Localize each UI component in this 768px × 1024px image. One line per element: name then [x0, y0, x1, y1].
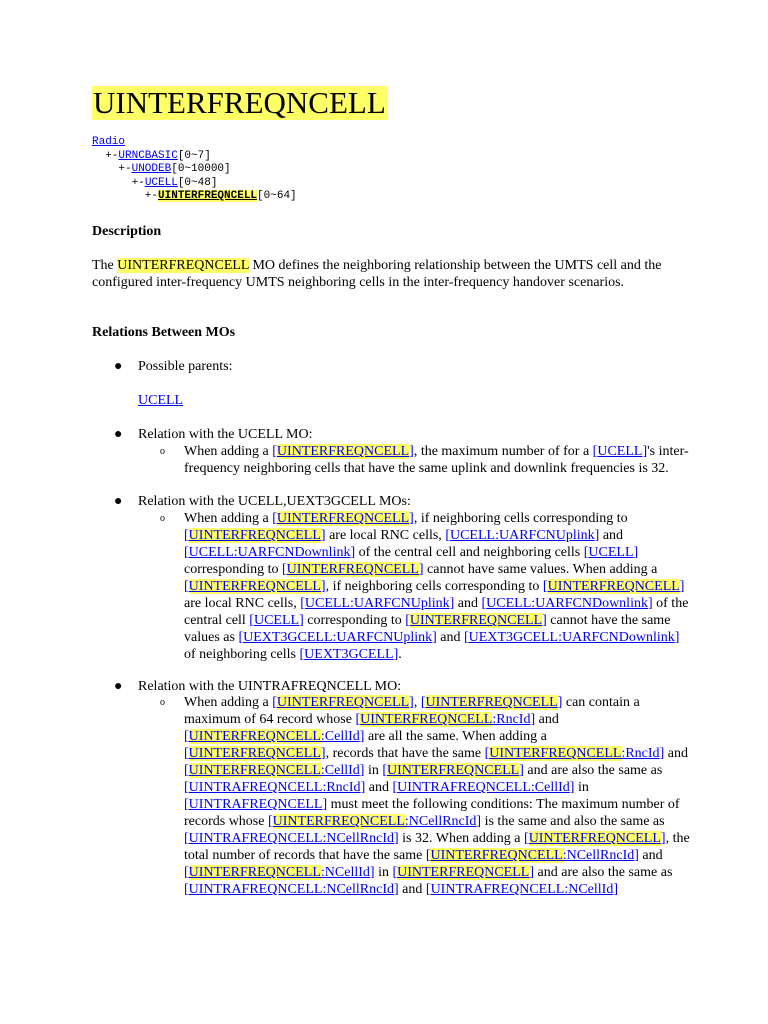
bracket: [ — [238, 630, 244, 645]
link-text: UINTRAFREQNCELL:NCellRncId — [188, 831, 394, 846]
link-text: UCELL:UARFCNDownlink — [486, 596, 648, 611]
bracket: ] — [679, 579, 685, 594]
relation-ucell-uext3gcell-label: Relation with the UCELL,UEXT3GCELL MOs: — [138, 494, 411, 509]
relations-heading: Relations Between MOs — [92, 325, 236, 340]
link-uintrafreqncell[interactable] — [184, 797, 327, 812]
text: of the central cell and neighboring cells — [355, 545, 581, 560]
link-uintrafreqncell-ncellrncid[interactable] — [184, 882, 399, 897]
relation-ucell-text — [184, 443, 694, 477]
bracket: [ — [484, 746, 490, 761]
bracket: [ — [281, 562, 287, 577]
bracket: ] — [569, 780, 575, 795]
link-uintrafreqncell-cellid[interactable] — [392, 780, 574, 795]
mo-highlight: UINTERFREQNCELL — [188, 746, 321, 761]
link-uinterfreqncell-rncid[interactable] — [485, 746, 665, 761]
mo-highlight: UINTERFREQNCELL — [272, 814, 405, 829]
text: cannot have the same values as — [184, 613, 671, 645]
bracket: ] — [369, 865, 375, 880]
bracket: [ — [299, 647, 305, 662]
parent-link-item — [138, 392, 183, 409]
mo-highlight: UINTERFREQNCELL — [188, 528, 321, 543]
text: of neighboring cells — [184, 647, 300, 662]
text: . — [398, 647, 402, 662]
bracket: [ — [184, 528, 189, 543]
text: and — [398, 882, 426, 897]
link-text: UCELL — [588, 545, 634, 560]
bracket: ] — [409, 444, 414, 459]
link-ucell[interactable] — [249, 613, 303, 628]
bracket: ] — [322, 797, 328, 812]
link-text: :RncId — [621, 746, 660, 761]
text: in — [364, 763, 379, 778]
bracket: [ — [405, 613, 410, 628]
bracket: [ — [392, 865, 398, 880]
link-uinterfreqncell-cellid[interactable] — [184, 763, 364, 778]
text: When adding a — [184, 695, 273, 710]
tree-prefix: +- — [92, 190, 159, 202]
text: When adding a — [184, 444, 273, 459]
link-uinterfreqncell[interactable] — [405, 613, 547, 628]
link-text: UCELL:UARFCNUplink — [449, 528, 595, 543]
link-text: UEXT3GCELL — [304, 647, 394, 662]
bracket: [ — [382, 763, 388, 778]
text: , records that have the same — [325, 746, 485, 761]
bracket: ] — [418, 562, 424, 577]
mo-highlight: UINTERFREQNCELL — [409, 613, 543, 628]
tree-range: [0~48] — [177, 176, 218, 189]
link-ucell-uarfcnuplink[interactable] — [300, 596, 454, 611]
bracket: [ — [355, 712, 361, 727]
tree-link-unodeb[interactable]: UNODEB — [131, 163, 172, 175]
tree-prefix: +- — [92, 149, 119, 162]
link-text: UEXT3GCELL:UARFCNUplink — [243, 630, 433, 645]
bracket: ] — [476, 814, 482, 829]
text: can contain a maximum of 64 record whose — [184, 695, 640, 727]
bracket: ] — [394, 831, 399, 846]
text: MO defines the neighboring relationship between the UMTS cell and the configured inter-frequency UMTS neighboring cells in the inter-frequency handover scenarios. — [92, 258, 662, 290]
bullet-dot: ● — [114, 427, 123, 442]
link-ucell-uarfcndownlink[interactable] — [482, 596, 653, 611]
bracket: [ — [464, 630, 469, 645]
link-text: UINTRAFREQNCELL — [188, 797, 323, 812]
link-text: UINTRAFREQNCELL:CellId — [397, 780, 570, 795]
bracket: [ — [272, 444, 277, 459]
bracket: ] — [613, 882, 618, 897]
bullet-dot: ● — [114, 679, 123, 694]
bracket: [ — [425, 882, 431, 897]
bracket: ] — [529, 865, 535, 880]
bracket: [ — [592, 444, 598, 459]
bracket: ] — [519, 763, 524, 778]
text: are local RNC cells, — [184, 596, 301, 611]
link-text: :NCellRncId — [562, 848, 635, 863]
text: and are also the same as — [523, 763, 663, 778]
tree-link-radio[interactable]: Radio — [92, 136, 126, 148]
bracket: [ — [267, 814, 273, 829]
link-text: :RncId — [492, 712, 531, 727]
text: , if neighboring cells corresponding to — [413, 511, 628, 526]
link-uext3gcell-uarfcnuplink[interactable] — [238, 630, 436, 645]
mo-highlight: UINTERFREQNCELL — [425, 695, 558, 710]
link-uext3gcell-uarfcndownlink[interactable] — [464, 630, 679, 645]
link-ucell-uarfcndownlink[interactable] — [184, 545, 355, 560]
text: , if neighboring cells corresponding to — [325, 579, 540, 594]
bracket: ] — [320, 528, 326, 543]
link-uinterfreqncell[interactable] — [272, 695, 414, 710]
text: cannot have same values. — [423, 562, 570, 577]
bullet-dot: ● — [114, 359, 123, 374]
parent-link-ucell[interactable]: UCELL — [138, 393, 184, 408]
relation-uintrafreqncell-text: When adding a [UINTERFREQNCELL], [UINTERFREQNCELL] can contain a maximum of 64 record whose [UINTERFREQNCELL:RncId] and [UINTERFREQNCELL:CellId] are all the same. When adding a [UINTERFREQNCELL], records that have the same [UINTERFREQNCELL:RncId] and [UINTERFREQNCELL:CellId] in [UINTERFREQNCELL] and are also the same as [UINTRAFREQNCELL:RncId] and [UINTRAFREQNCELL:CellId] in [UINTRAFREQNCELL] must meet the following conditions: The maximum number of records whose [UINTERFREQNCELL:NCellRncId] is the same and also the same as [UINTRAFREQNCELL:NCellRncId] is 32. When adding a [UINTERFREQNCELL], the total number of records that have the same [UINTERFREQNCELL:NCellRncId] and [UINTERFREQNCELL:NCellId] in [UINTERFREQNCELL] and are also the same as [UINTRAFREQNCELL:NCellRncId] and [UINTRAFREQNCELL:NCellId] — [184, 695, 690, 897]
link-text: UCELL:UARFCNUplink — [304, 596, 450, 611]
bracket: ] — [320, 746, 326, 761]
mo-highlight: UINTERFREQNCELL — [430, 848, 563, 863]
mo-highlight: UINTERFREQNCELL — [117, 258, 249, 273]
link-uext3gcell[interactable] — [299, 647, 398, 662]
text: and — [535, 712, 559, 727]
text: in — [574, 780, 589, 795]
bracket: ] — [634, 848, 639, 863]
link-text: UINTRAFREQNCELL:NCellId — [430, 882, 614, 897]
link-uinterfreqncell[interactable] — [184, 528, 326, 543]
bracket: ] — [432, 630, 437, 645]
mo-highlight: UINTERFREQNCELL — [188, 729, 321, 744]
bracket: ] — [660, 831, 666, 846]
bracket: [ — [481, 596, 487, 611]
link-uinterfreqncell-ncellrncid[interactable] — [426, 848, 639, 863]
text: and — [436, 630, 464, 645]
mo-highlight: UINTERFREQNCELL — [528, 831, 661, 846]
text: , — [413, 695, 421, 710]
link-text: :NCellId — [320, 865, 370, 880]
bracket: ] — [320, 579, 326, 594]
text: of the central cell — [184, 596, 689, 628]
link-uinterfreqncell[interactable] — [382, 763, 524, 778]
bracket: ] — [350, 545, 356, 560]
bracket: ] — [299, 613, 304, 628]
bracket: ] — [359, 763, 365, 778]
bracket: [ — [445, 528, 450, 543]
sub-bullet: o — [160, 697, 165, 708]
tree-prefix: +- — [92, 176, 145, 189]
bracket: ] — [409, 511, 414, 526]
bracket: [ — [249, 613, 254, 628]
link-uinterfreqncell[interactable] — [421, 695, 563, 710]
link-uinterfreqncell[interactable] — [272, 444, 414, 459]
bracket: ] — [360, 780, 366, 795]
link-uinterfreqncell[interactable] — [184, 746, 326, 761]
tree-range: [0~10000] — [171, 163, 231, 175]
bracket: [ — [524, 831, 529, 846]
tree-range: [0~7] — [177, 149, 211, 162]
link-uinterfreqncell[interactable] — [282, 562, 424, 577]
bracket: ] — [530, 712, 536, 727]
relation-ucell-uext3gcell-text — [184, 510, 694, 663]
hierarchy-tree — [92, 136, 297, 204]
link-text: UINTRAFREQNCELL:NCellRncId — [188, 882, 394, 897]
mo-highlight: UINTERFREQNCELL — [188, 865, 321, 880]
bracket: [ — [583, 545, 589, 560]
tree-current-item: UINTERFREQNCELL — [158, 190, 258, 202]
tree-prefix: +- — [92, 163, 132, 175]
text: The — [92, 258, 118, 273]
sub-bullet: o — [160, 513, 165, 524]
text: must meet the following conditions: The maximum number of records whose — [184, 797, 680, 829]
mo-highlight: UINTERFREQNCELL — [387, 763, 520, 778]
link-ucell[interactable] — [593, 444, 647, 459]
link-text: UINTRAFREQNCELL:RncId — [188, 780, 361, 795]
bracket: [ — [392, 780, 398, 795]
text: and — [365, 780, 393, 795]
link-uinterfreqncell-ncellrncid[interactable] — [268, 814, 481, 829]
tree-link-urncbasic[interactable]: URNCBASIC — [118, 149, 178, 162]
link-uinterfreqncell[interactable] — [392, 865, 534, 880]
text: , the maximum number of for a — [413, 444, 590, 459]
relation-ucell-label: Relation with the UCELL MO: — [138, 427, 313, 442]
bracket: [ — [272, 695, 277, 710]
text: and — [664, 746, 688, 761]
text: and — [599, 528, 624, 543]
text: 's inter-frequency neighboring cells that have the same uplink and downlink frequencies is 32. — [184, 444, 689, 476]
tree-link-ucell[interactable]: UCELL — [144, 176, 178, 189]
link-text: UCELL:UARFCNDownlink — [188, 545, 351, 560]
bracket: [ — [184, 797, 189, 812]
description-heading: Description — [92, 224, 162, 239]
bracket: ] — [394, 882, 399, 897]
bracket: ] — [642, 444, 648, 459]
bracket: ] — [674, 630, 680, 645]
mo-highlight: UINTERFREQNCELL — [188, 579, 321, 594]
text: When adding a — [184, 511, 273, 526]
bracket: [ — [184, 579, 189, 594]
bracket: ] — [633, 545, 639, 560]
bullet-dot: ● — [114, 494, 123, 509]
text: and — [638, 848, 663, 863]
bracket: [ — [184, 729, 189, 744]
bracket: [ — [542, 579, 548, 594]
bracket: ] — [449, 596, 455, 611]
bracket: [ — [184, 545, 189, 560]
relation-uintrafreqncell-label: Relation with the UINTRAFREQNCELL MO: — [138, 679, 402, 694]
description-text — [92, 257, 682, 291]
bracket: [ — [184, 780, 189, 795]
link-uintrafreqncell-ncellid[interactable] — [426, 882, 618, 897]
link-uinterfreqncell-ncellid[interactable] — [184, 865, 375, 880]
bracket: ] — [647, 596, 653, 611]
mo-highlight: UINTERFREQNCELL — [276, 695, 410, 710]
mo-highlight: UINTERFREQNCELL — [188, 763, 321, 778]
link-text: UEXT3GCELL:UARFCNDownlink — [468, 630, 675, 645]
text: and are also the same as — [534, 865, 673, 880]
link-uinterfreqncell[interactable] — [543, 579, 685, 594]
link-uinterfreqncell[interactable] — [184, 579, 326, 594]
bracket: [ — [425, 848, 431, 863]
bracket: [ — [184, 865, 189, 880]
link-uinterfreqncell[interactable] — [524, 831, 666, 846]
bracket: [ — [300, 596, 305, 611]
link-text: :NCellRncId — [404, 814, 477, 829]
link-text: :CellId — [320, 729, 360, 744]
sub-bullet: o — [160, 446, 165, 457]
mo-highlight: UINTERFREQNCELL — [360, 712, 493, 727]
bracket: ] — [542, 613, 547, 628]
mo-highlight: UINTERFREQNCELL — [547, 579, 680, 594]
link-ucell-uarfcnuplink[interactable] — [445, 528, 599, 543]
text: is 32. When adding a — [398, 831, 525, 846]
bracket: ] — [659, 746, 665, 761]
tree-range: [0~64] — [257, 190, 297, 202]
bracket: ] — [557, 695, 563, 710]
link-uintrafreqncell-rncid[interactable] — [184, 780, 365, 795]
link-uintrafreqncell-ncellrncid[interactable] — [184, 831, 399, 846]
mo-highlight: UINTERFREQNCELL — [397, 865, 530, 880]
link-ucell[interactable] — [584, 545, 638, 560]
mo-highlight: UINTERFREQNCELL — [276, 511, 410, 526]
text: corresponding to — [303, 613, 402, 628]
text: is the same and also the same as — [481, 814, 665, 829]
text: When adding a — [572, 562, 658, 577]
link-text: UCELL — [253, 613, 300, 628]
possible-parents-label: Possible parents: — [138, 359, 233, 374]
bracket: [ — [420, 695, 426, 710]
bracket: [ — [272, 511, 277, 526]
bracket: [ — [184, 746, 189, 761]
bracket: [ — [184, 763, 189, 778]
bracket: ] — [393, 647, 399, 662]
bracket: [ — [184, 882, 189, 897]
text: are all the same. When adding a — [364, 729, 547, 744]
mo-highlight: UINTERFREQNCELL — [286, 562, 419, 577]
bracket: [ — [184, 831, 189, 846]
mo-highlight: UINTERFREQNCELL — [276, 444, 410, 459]
link-uinterfreqncell-cellid[interactable] — [184, 729, 364, 744]
bracket: ] — [409, 695, 414, 710]
mo-highlight: UINTERFREQNCELL — [489, 746, 622, 761]
text: and — [454, 596, 482, 611]
text: are local RNC cells, — [325, 528, 446, 543]
link-text: :CellId — [320, 763, 360, 778]
link-uinterfreqncell[interactable] — [272, 511, 414, 526]
bracket: ] — [359, 729, 365, 744]
page-title: UINTERFREQNCELL — [93, 85, 386, 120]
bracket: ] — [594, 528, 600, 543]
text: , the total number of records that have the same — [184, 831, 690, 863]
text: corresponding to — [184, 562, 282, 577]
link-text: UCELL — [597, 444, 643, 459]
link-uinterfreqncell-rncid[interactable] — [355, 712, 535, 727]
